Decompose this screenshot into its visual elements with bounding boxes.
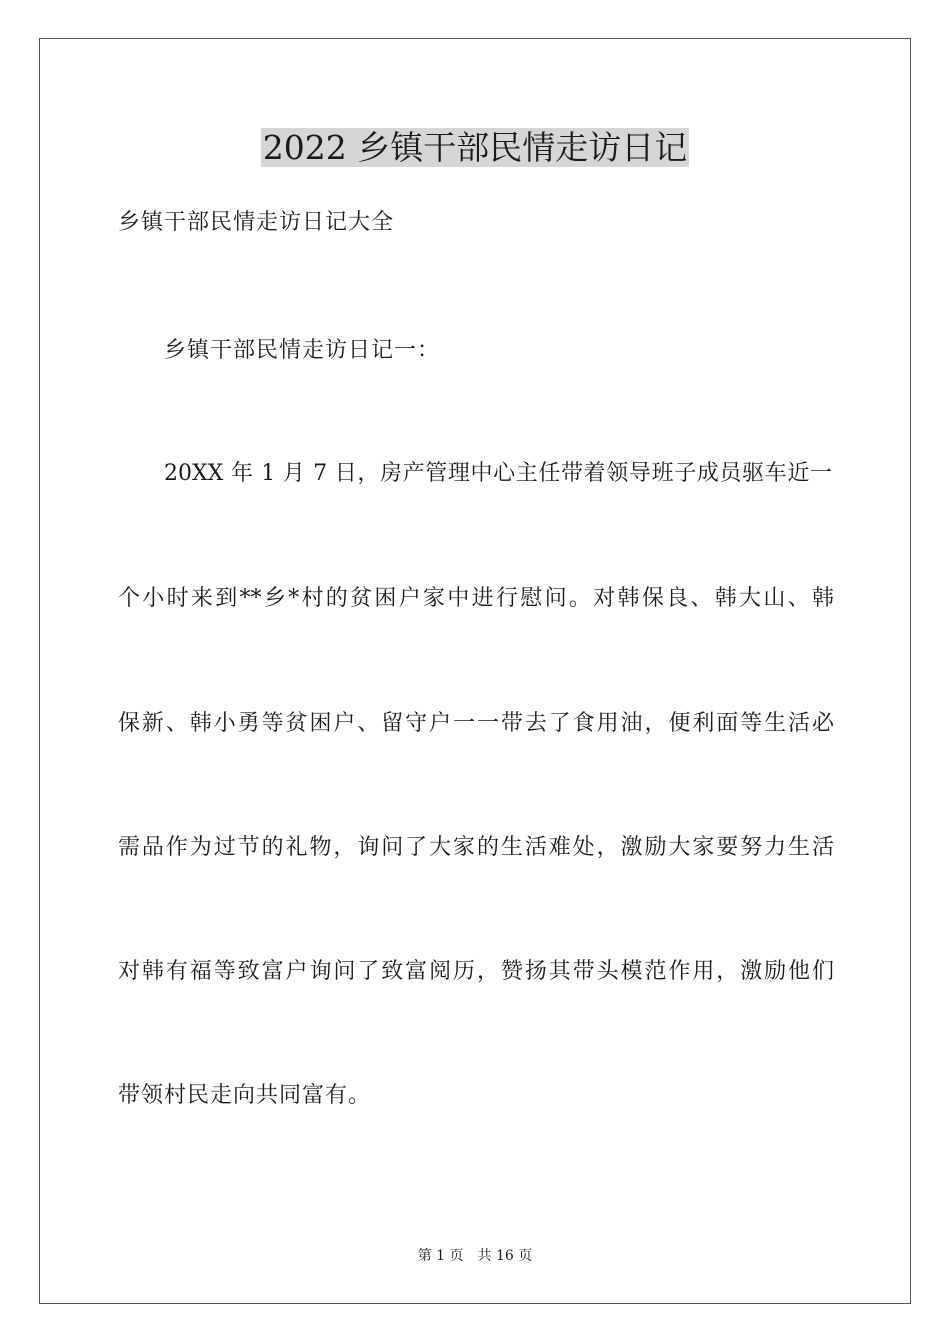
paragraph-line-6: 带领村民走向共同富有。: [118, 1083, 372, 1108]
section-heading: 乡镇干部民情走访日记一：: [164, 338, 441, 363]
document-title: [0, 126, 950, 170]
paragraph-line-5: 对韩有福等致富户询问了致富阅历，赞扬其带头模范作用，激励他们: [118, 959, 834, 984]
paragraph-line-2: 个小时来到**乡*村的贫困户家中进行慰问。对韩保良、韩大山、韩: [118, 586, 834, 611]
paragraph-line-1: 20XX 年 1 月 7 日，房产管理中心主任带着领导班子成员驱车近一: [164, 461, 832, 486]
page-footer: 第 1 页 共 16 页: [417, 1248, 533, 1264]
document-subtitle: 乡镇干部民情走访日记大全: [118, 210, 395, 235]
paragraph-line-4: 需品作为过节的礼物，询问了大家的生活难处，激励大家要努力生活: [118, 835, 834, 860]
document-title-text: 2022 乡镇干部民情走访日记: [262, 128, 688, 167]
paragraph-line-3: 保新、韩小勇等贫困户、留守户一一带去了食用油，便利面等生活必: [118, 711, 834, 736]
